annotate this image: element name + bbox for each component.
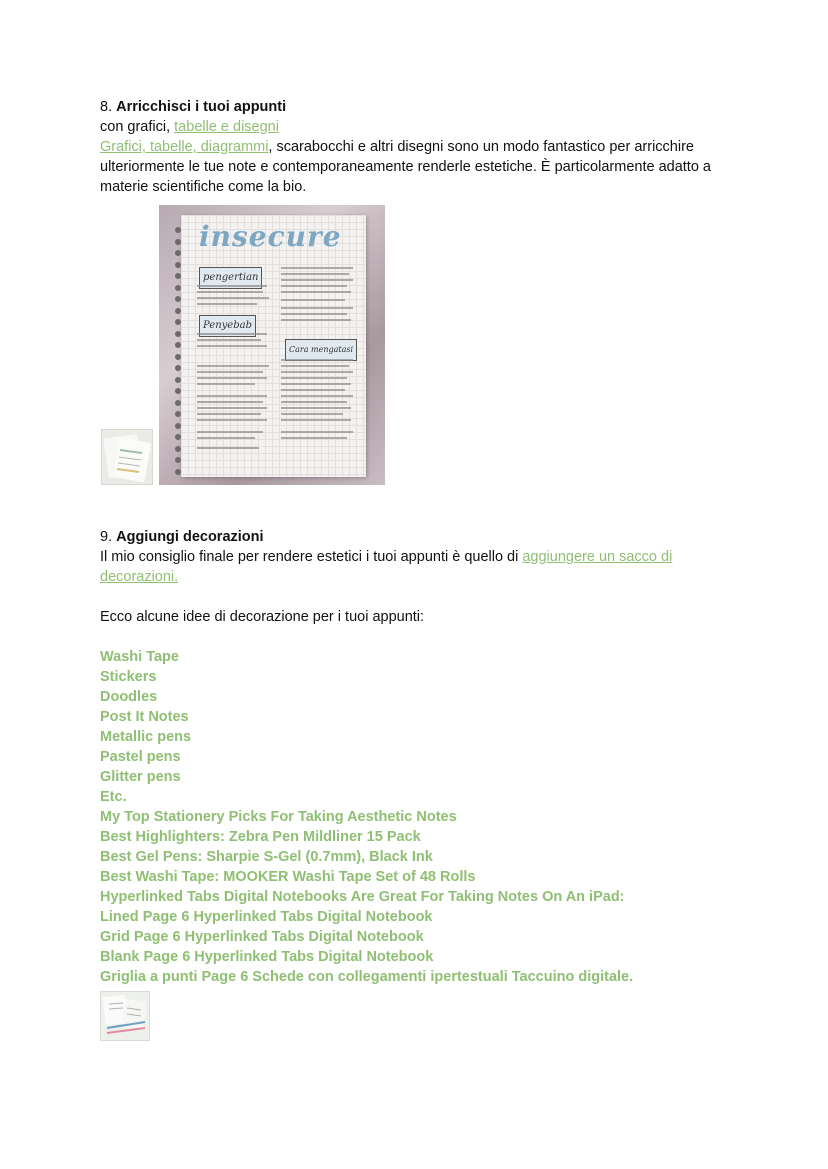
section-8-heading xyxy=(100,97,740,117)
notebook-label-1: pengertian xyxy=(199,267,262,289)
list-item: Griglia a punti Page 6 Schede con collegamenti ipertestuali Taccuino digitale. xyxy=(100,969,634,985)
list-item: Metallic pens xyxy=(100,729,192,745)
list-item: Glitter pens xyxy=(100,769,181,785)
stationery-thumbnail-graphic xyxy=(101,992,149,1040)
section-8-title: Arricchisci i tuoi appunti xyxy=(116,99,287,115)
images-row xyxy=(100,199,740,489)
list-item: Hyperlinked Tabs Digital Notebooks Are Great For Taking Notes On An iPad: xyxy=(100,889,625,905)
notebook-title: insecure xyxy=(199,220,342,253)
notebook-label-2: Penyebab xyxy=(199,315,256,337)
add-decorations-link[interactable]: aggiungere un sacco di decorazioni. xyxy=(100,549,673,585)
section-9-number: 9. xyxy=(100,529,113,545)
section-8-paragraph xyxy=(100,137,740,197)
document-page xyxy=(100,97,740,1041)
list-item: Etc. xyxy=(100,789,127,805)
list-item: My Top Stationery Picks For Taking Aesthetic Notes xyxy=(100,809,457,825)
notebook-page-illustration xyxy=(181,215,366,477)
section-8-subline xyxy=(100,117,740,137)
decoration-intro: Ecco alcune idee di decorazione per i tuoi appunti: xyxy=(100,609,425,625)
section-9-paragraph xyxy=(100,547,740,587)
list-item: Washi Tape xyxy=(100,649,179,665)
stationery-thumbnail xyxy=(100,991,150,1041)
section-9-paragraph-text: Il mio consiglio finale per rendere estetici i tuoi appunti è quello di xyxy=(100,549,523,565)
list-item: Stickers xyxy=(100,669,157,685)
list-item: Post It Notes xyxy=(100,709,189,725)
subline-prefix: con grafici, xyxy=(100,119,171,135)
list-item: Grid Page 6 Hyperlinked Tabs Digital Notebook xyxy=(100,929,424,945)
section-9-title: Aggiungi decorazioni xyxy=(116,529,264,545)
notes-thumbnail xyxy=(101,429,153,485)
decoration-list xyxy=(100,647,740,987)
list-item: Pastel pens xyxy=(100,749,181,765)
section-9-heading xyxy=(100,527,740,547)
tables-drawings-link[interactable]: tabelle e disegni xyxy=(174,119,279,135)
list-item: Best Washi Tape: MOOKER Washi Tape Set of 48 Rolls xyxy=(100,869,476,885)
section-8-paragraph-text: , scarabocchi e altri disegni sono un modo fantastico per arricchire ulteriormente le tue note e contemporaneamente renderle estetiche. È particolarmente adatto a materie scientifiche come la bio. xyxy=(100,139,711,195)
notebook-photo xyxy=(159,205,385,485)
list-item: Best Highlighters: Zebra Pen Mildliner 15 Pack xyxy=(100,829,421,845)
list-item: Blank Page 6 Hyperlinked Tabs Digital Notebook xyxy=(100,949,434,965)
list-item: Lined Page 6 Hyperlinked Tabs Digital Notebook xyxy=(100,909,433,925)
notes-thumbnail-graphic xyxy=(102,430,152,484)
section-8-number: 8. xyxy=(100,99,113,115)
list-item: Doodles xyxy=(100,689,158,705)
list-item: Best Gel Pens: Sharpie S-Gel (0.7mm), Black Ink xyxy=(100,849,433,865)
notebook-label-3: Cara mengatasi xyxy=(285,339,357,361)
spiral-rings xyxy=(175,227,183,480)
graphs-tables-diagrams-link[interactable]: Grafici, tabelle, diagrammi xyxy=(100,139,269,155)
